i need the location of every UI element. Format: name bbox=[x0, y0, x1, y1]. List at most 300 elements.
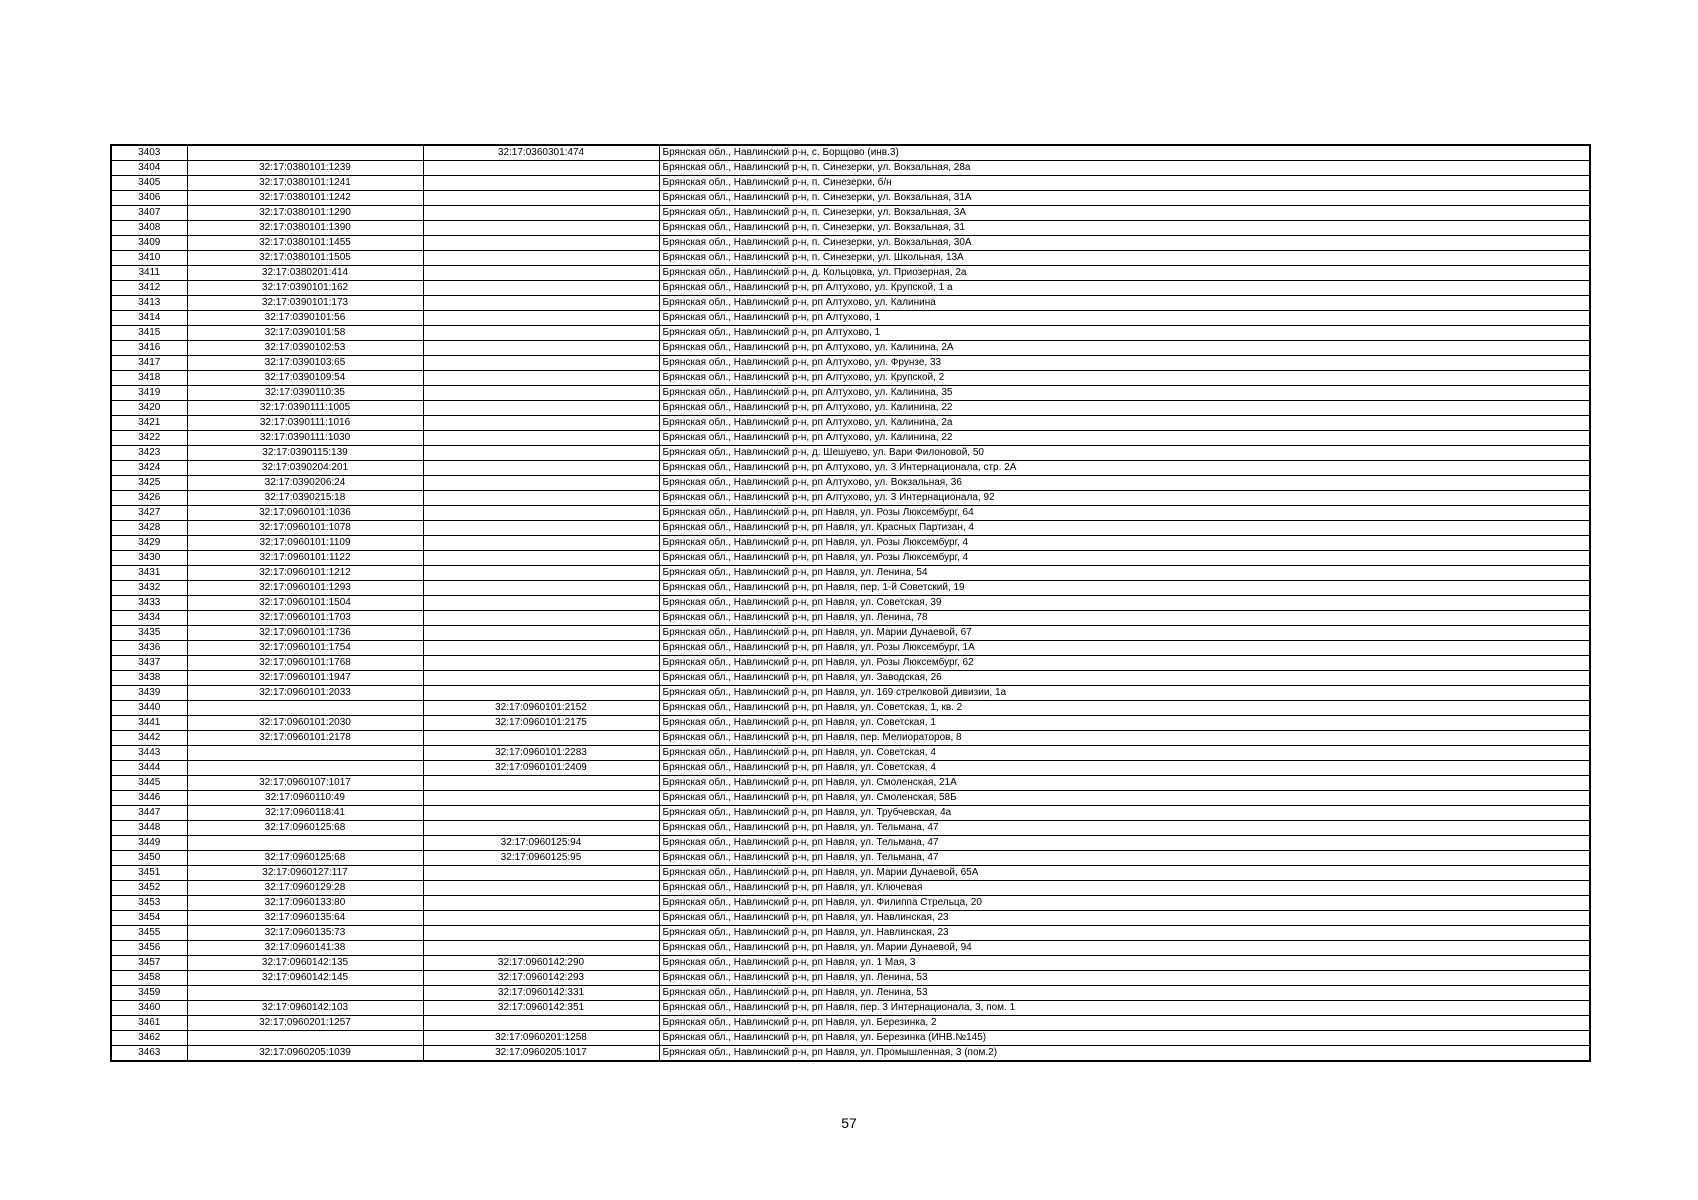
row-number-cell: 3414 bbox=[111, 311, 187, 326]
object-cadastral-number-cell bbox=[423, 461, 659, 476]
row-number-cell: 3410 bbox=[111, 251, 187, 266]
table-row bbox=[111, 596, 1590, 611]
address-cell: Брянская обл., Навлинский р-н, рп Навля, ул. Ленина, 78 bbox=[659, 611, 1590, 626]
object-cadastral-number-cell bbox=[423, 176, 659, 191]
object-cadastral-number-cell: 32:17:0360301:474 bbox=[423, 145, 659, 161]
row-number-cell: 3432 bbox=[111, 581, 187, 596]
table-row bbox=[111, 1031, 1590, 1046]
address-cell: Брянская обл., Навлинский р-н, рп Алтухово, ул. Калинина bbox=[659, 296, 1590, 311]
object-cadastral-number-cell bbox=[423, 896, 659, 911]
object-cadastral-number-cell bbox=[423, 266, 659, 281]
table-row bbox=[111, 145, 1590, 161]
row-number-cell: 3445 bbox=[111, 776, 187, 791]
land-cadastral-number-cell bbox=[187, 986, 423, 1001]
table-row bbox=[111, 776, 1590, 791]
object-cadastral-number-cell bbox=[423, 401, 659, 416]
object-cadastral-number-cell bbox=[423, 641, 659, 656]
address-cell: Брянская обл., Навлинский р-н, рп Навля, ул. Советская, 4 bbox=[659, 746, 1590, 761]
address-cell: Брянская обл., Навлинский р-н, д. Кольцовка, ул. Приозерная, 2а bbox=[659, 266, 1590, 281]
table-row bbox=[111, 326, 1590, 341]
object-cadastral-number-cell bbox=[423, 191, 659, 206]
row-number-cell: 3420 bbox=[111, 401, 187, 416]
table-row bbox=[111, 656, 1590, 671]
address-cell: Брянская обл., Навлинский р-н, рп Навля, ул. Советская, 39 bbox=[659, 596, 1590, 611]
address-cell: Брянская обл., Навлинский р-н, рп Навля, ул. Тельмана, 47 bbox=[659, 821, 1590, 836]
row-number-cell: 3413 bbox=[111, 296, 187, 311]
land-cadastral-number-cell: 32:17:0380101:1239 bbox=[187, 161, 423, 176]
row-number-cell: 3431 bbox=[111, 566, 187, 581]
table-row bbox=[111, 251, 1590, 266]
address-cell: Брянская обл., Навлинский р-н, рп Алтухово, ул. Калинина, 35 bbox=[659, 386, 1590, 401]
row-number-cell: 3404 bbox=[111, 161, 187, 176]
address-cell: Брянская обл., Навлинский р-н, рп Навля, ул. Розы Люксембург, 4 bbox=[659, 536, 1590, 551]
land-cadastral-number-cell: 32:17:0960142:103 bbox=[187, 1001, 423, 1016]
row-number-cell: 3441 bbox=[111, 716, 187, 731]
land-cadastral-number-cell: 32:17:0960101:1768 bbox=[187, 656, 423, 671]
address-cell: Брянская обл., Навлинский р-н, п. Синезерки, ул. Вокзальная, 3А bbox=[659, 206, 1590, 221]
land-cadastral-number-cell bbox=[187, 145, 423, 161]
address-cell: Брянская обл., Навлинский р-н, рп Навля, ул. Розы Люксембург, 62 bbox=[659, 656, 1590, 671]
land-cadastral-number-cell: 32:17:0390110:35 bbox=[187, 386, 423, 401]
address-cell: Брянская обл., Навлинский р-н, рп Навля, ул. Березинка (ИНВ.№145) bbox=[659, 1031, 1590, 1046]
land-cadastral-number-cell: 32:17:0960101:1122 bbox=[187, 551, 423, 566]
row-number-cell: 3418 bbox=[111, 371, 187, 386]
object-cadastral-number-cell bbox=[423, 236, 659, 251]
land-cadastral-number-cell: 32:17:0380101:1505 bbox=[187, 251, 423, 266]
land-cadastral-number-cell: 32:17:0380101:1455 bbox=[187, 236, 423, 251]
table-row bbox=[111, 536, 1590, 551]
table-row bbox=[111, 701, 1590, 716]
table-row bbox=[111, 236, 1590, 251]
address-cell: Брянская обл., Навлинский р-н, рп Навля, пер. 3 Интернационала, 3, пом. 1 bbox=[659, 1001, 1590, 1016]
land-cadastral-number-cell: 32:17:0960101:1036 bbox=[187, 506, 423, 521]
land-cadastral-number-cell: 32:17:0960101:1212 bbox=[187, 566, 423, 581]
object-cadastral-number-cell bbox=[423, 491, 659, 506]
table-row bbox=[111, 491, 1590, 506]
address-cell: Брянская обл., Навлинский р-н, рп Навля, пер. Мелиораторов, 8 bbox=[659, 731, 1590, 746]
table-row bbox=[111, 926, 1590, 941]
table-row bbox=[111, 416, 1590, 431]
address-cell: Брянская обл., Навлинский р-н, п. Синезерки, ул. Вокзальная, 28а bbox=[659, 161, 1590, 176]
address-cell: Брянская обл., Навлинский р-н, рп Навля, ул. Марии Дунаевой, 67 bbox=[659, 626, 1590, 641]
object-cadastral-number-cell bbox=[423, 686, 659, 701]
row-number-cell: 3446 bbox=[111, 791, 187, 806]
land-cadastral-number-cell: 32:17:0960101:1754 bbox=[187, 641, 423, 656]
address-cell: Брянская обл., Навлинский р-н, рп Алтухово, ул. Вокзальная, 36 bbox=[659, 476, 1590, 491]
row-number-cell: 3443 bbox=[111, 746, 187, 761]
address-cell: Брянская обл., Навлинский р-н, рп Навля, ул. Розы Люксембург, 4 bbox=[659, 551, 1590, 566]
address-cell: Брянская обл., Навлинский р-н, рп Навля, ул. 1 Мая, 3 bbox=[659, 956, 1590, 971]
object-cadastral-number-cell bbox=[423, 416, 659, 431]
object-cadastral-number-cell bbox=[423, 281, 659, 296]
object-cadastral-number-cell: 32:17:0960101:2152 bbox=[423, 701, 659, 716]
table-row bbox=[111, 671, 1590, 686]
table-row bbox=[111, 911, 1590, 926]
address-cell: Брянская обл., Навлинский р-н, п. Синезерки, ул. Вокзальная, 31 bbox=[659, 221, 1590, 236]
table-row bbox=[111, 986, 1590, 1001]
object-cadastral-number-cell bbox=[423, 941, 659, 956]
address-cell: Брянская обл., Навлинский р-н, рп Навля, ул. Марии Дунаевой, 65А bbox=[659, 866, 1590, 881]
row-number-cell: 3409 bbox=[111, 236, 187, 251]
row-number-cell: 3412 bbox=[111, 281, 187, 296]
table-row bbox=[111, 731, 1590, 746]
row-number-cell: 3452 bbox=[111, 881, 187, 896]
object-cadastral-number-cell bbox=[423, 626, 659, 641]
object-cadastral-number-cell: 32:17:0960205:1017 bbox=[423, 1046, 659, 1062]
table-row bbox=[111, 521, 1590, 536]
land-cadastral-number-cell: 32:17:0390206:24 bbox=[187, 476, 423, 491]
address-cell: Брянская обл., Навлинский р-н, рп Алтухово, ул. 3 Интернационала, 92 bbox=[659, 491, 1590, 506]
table-row bbox=[111, 311, 1590, 326]
address-cell: Брянская обл., Навлинский р-н, рп Алтухово, ул. Крупской, 2 bbox=[659, 371, 1590, 386]
object-cadastral-number-cell bbox=[423, 806, 659, 821]
land-cadastral-number-cell: 32:17:0390103:65 bbox=[187, 356, 423, 371]
object-cadastral-number-cell: 32:17:0960142:290 bbox=[423, 956, 659, 971]
address-cell: Брянская обл., Навлинский р-н, рп Навля, ул. Советская, 1, кв. 2 bbox=[659, 701, 1590, 716]
row-number-cell: 3442 bbox=[111, 731, 187, 746]
object-cadastral-number-cell bbox=[423, 446, 659, 461]
object-cadastral-number-cell bbox=[423, 821, 659, 836]
row-number-cell: 3424 bbox=[111, 461, 187, 476]
land-cadastral-number-cell: 32:17:0960141:38 bbox=[187, 941, 423, 956]
land-cadastral-number-cell: 32:17:0390215:18 bbox=[187, 491, 423, 506]
object-cadastral-number-cell bbox=[423, 521, 659, 536]
address-cell: Брянская обл., Навлинский р-н, рп Навля, ул. Розы Люксембург, 1А bbox=[659, 641, 1590, 656]
land-cadastral-number-cell: 32:17:0960142:135 bbox=[187, 956, 423, 971]
object-cadastral-number-cell bbox=[423, 581, 659, 596]
object-cadastral-number-cell: 32:17:0960125:95 bbox=[423, 851, 659, 866]
table-row bbox=[111, 941, 1590, 956]
object-cadastral-number-cell bbox=[423, 536, 659, 551]
table-row bbox=[111, 971, 1590, 986]
table-row bbox=[111, 281, 1590, 296]
object-cadastral-number-cell bbox=[423, 371, 659, 386]
table-row bbox=[111, 566, 1590, 581]
table-row bbox=[111, 551, 1590, 566]
table-row bbox=[111, 686, 1590, 701]
object-cadastral-number-cell bbox=[423, 881, 659, 896]
object-cadastral-number-cell bbox=[423, 926, 659, 941]
land-cadastral-number-cell: 32:17:0380101:1390 bbox=[187, 221, 423, 236]
row-number-cell: 3462 bbox=[111, 1031, 187, 1046]
land-cadastral-number-cell: 32:17:0960101:1109 bbox=[187, 536, 423, 551]
address-cell: Брянская обл., Навлинский р-н, рп Навля, ул. Заводская, 26 bbox=[659, 671, 1590, 686]
address-cell: Брянская обл., Навлинский р-н, рп Навля, ул. Ленина, 53 bbox=[659, 986, 1590, 1001]
address-cell: Брянская обл., Навлинский р-н, рп Навля, ул. Советская, 1 bbox=[659, 716, 1590, 731]
object-cadastral-number-cell bbox=[423, 776, 659, 791]
row-number-cell: 3411 bbox=[111, 266, 187, 281]
object-cadastral-number-cell bbox=[423, 866, 659, 881]
land-cadastral-number-cell bbox=[187, 1031, 423, 1046]
table-row bbox=[111, 806, 1590, 821]
table-row bbox=[111, 866, 1590, 881]
land-cadastral-number-cell: 32:17:0380201:414 bbox=[187, 266, 423, 281]
row-number-cell: 3419 bbox=[111, 386, 187, 401]
land-cadastral-number-cell: 32:17:0390109:54 bbox=[187, 371, 423, 386]
row-number-cell: 3423 bbox=[111, 446, 187, 461]
object-cadastral-number-cell bbox=[423, 791, 659, 806]
address-cell: Брянская обл., Навлинский р-н, п. Синезерки, ул. Вокзальная, 30А bbox=[659, 236, 1590, 251]
row-number-cell: 3415 bbox=[111, 326, 187, 341]
object-cadastral-number-cell: 32:17:0960101:2175 bbox=[423, 716, 659, 731]
row-number-cell: 3429 bbox=[111, 536, 187, 551]
address-cell: Брянская обл., Навлинский р-н, рп Алтухово, 1 bbox=[659, 326, 1590, 341]
land-cadastral-number-cell: 32:17:0960142:145 bbox=[187, 971, 423, 986]
row-number-cell: 3426 bbox=[111, 491, 187, 506]
row-number-cell: 3450 bbox=[111, 851, 187, 866]
table-row bbox=[111, 791, 1590, 806]
table-row bbox=[111, 716, 1590, 731]
object-cadastral-number-cell: 32:17:0960142:331 bbox=[423, 986, 659, 1001]
object-cadastral-number-cell bbox=[423, 221, 659, 236]
address-cell: Брянская обл., Навлинский р-н, рп Навля, ул. Смоленская, 21А bbox=[659, 776, 1590, 791]
address-cell: Брянская обл., Навлинский р-н, рп Навля, ул. Красных Партизан, 4 bbox=[659, 521, 1590, 536]
address-cell: Брянская обл., Навлинский р-н, рп Навля, ул. Ленина, 53 bbox=[659, 971, 1590, 986]
land-cadastral-number-cell: 32:17:0960107:1017 bbox=[187, 776, 423, 791]
land-cadastral-number-cell: 32:17:0960101:1078 bbox=[187, 521, 423, 536]
row-number-cell: 3427 bbox=[111, 506, 187, 521]
address-cell: Брянская обл., Навлинский р-н, рп Навля, ул. 169 стрелковой дивизии, 1а bbox=[659, 686, 1590, 701]
land-cadastral-number-cell: 32:17:0960135:64 bbox=[187, 911, 423, 926]
row-number-cell: 3433 bbox=[111, 596, 187, 611]
object-cadastral-number-cell: 32:17:0960142:293 bbox=[423, 971, 659, 986]
land-cadastral-number-cell: 32:17:0380101:1290 bbox=[187, 206, 423, 221]
address-cell: Брянская обл., Навлинский р-н, рп Навля, ул. Филиппа Стрельца, 20 bbox=[659, 896, 1590, 911]
object-cadastral-number-cell bbox=[423, 611, 659, 626]
table-row bbox=[111, 206, 1590, 221]
address-cell: Брянская обл., Навлинский р-н, рп Навля, пер. 1-й Советский, 19 bbox=[659, 581, 1590, 596]
row-number-cell: 3405 bbox=[111, 176, 187, 191]
object-cadastral-number-cell bbox=[423, 206, 659, 221]
row-number-cell: 3444 bbox=[111, 761, 187, 776]
object-cadastral-number-cell bbox=[423, 431, 659, 446]
land-cadastral-number-cell: 32:17:0390101:162 bbox=[187, 281, 423, 296]
land-cadastral-number-cell: 32:17:0960101:2030 bbox=[187, 716, 423, 731]
land-cadastral-number-cell bbox=[187, 701, 423, 716]
table-row bbox=[111, 356, 1590, 371]
land-cadastral-number-cell: 32:17:0390101:173 bbox=[187, 296, 423, 311]
object-cadastral-number-cell bbox=[423, 326, 659, 341]
address-cell: Брянская обл., Навлинский р-н, п. Синезерки, ул. Школьная, 13А bbox=[659, 251, 1590, 266]
object-cadastral-number-cell: 32:17:0960125:94 bbox=[423, 836, 659, 851]
land-cadastral-number-cell: 32:17:0960101:1947 bbox=[187, 671, 423, 686]
land-cadastral-number-cell bbox=[187, 836, 423, 851]
land-cadastral-number-cell: 32:17:0960125:68 bbox=[187, 821, 423, 836]
table-row bbox=[111, 191, 1590, 206]
object-cadastral-number-cell bbox=[423, 1016, 659, 1031]
land-cadastral-number-cell: 32:17:0380101:1242 bbox=[187, 191, 423, 206]
table-row bbox=[111, 386, 1590, 401]
table-row bbox=[111, 1001, 1590, 1016]
address-cell: Брянская обл., Навлинский р-н, рп Алтухово, ул. Калинина, 22 bbox=[659, 431, 1590, 446]
row-number-cell: 3428 bbox=[111, 521, 187, 536]
row-number-cell: 3463 bbox=[111, 1046, 187, 1062]
row-number-cell: 3408 bbox=[111, 221, 187, 236]
land-cadastral-number-cell: 32:17:0960101:2033 bbox=[187, 686, 423, 701]
property-registry-table bbox=[110, 144, 1591, 1062]
row-number-cell: 3407 bbox=[111, 206, 187, 221]
row-number-cell: 3458 bbox=[111, 971, 187, 986]
address-cell: Брянская обл., Навлинский р-н, рп Навля, ул. Смоленская, 58Б bbox=[659, 791, 1590, 806]
row-number-cell: 3453 bbox=[111, 896, 187, 911]
registry-table-body bbox=[111, 145, 1590, 1061]
row-number-cell: 3439 bbox=[111, 686, 187, 701]
land-cadastral-number-cell: 32:17:0960101:1736 bbox=[187, 626, 423, 641]
address-cell: Брянская обл., Навлинский р-н, п. Синезерки, б/н bbox=[659, 176, 1590, 191]
row-number-cell: 3440 bbox=[111, 701, 187, 716]
land-cadastral-number-cell: 32:17:0960135:73 bbox=[187, 926, 423, 941]
table-row bbox=[111, 956, 1590, 971]
object-cadastral-number-cell bbox=[423, 731, 659, 746]
row-number-cell: 3447 bbox=[111, 806, 187, 821]
object-cadastral-number-cell: 32:17:0960101:2283 bbox=[423, 746, 659, 761]
object-cadastral-number-cell bbox=[423, 551, 659, 566]
object-cadastral-number-cell: 32:17:0960101:2409 bbox=[423, 761, 659, 776]
row-number-cell: 3459 bbox=[111, 986, 187, 1001]
row-number-cell: 3437 bbox=[111, 656, 187, 671]
object-cadastral-number-cell bbox=[423, 251, 659, 266]
land-cadastral-number-cell: 32:17:0390101:58 bbox=[187, 326, 423, 341]
row-number-cell: 3451 bbox=[111, 866, 187, 881]
address-cell: Брянская обл., Навлинский р-н, рп Алтухово, ул. Калинина, 22 bbox=[659, 401, 1590, 416]
row-number-cell: 3454 bbox=[111, 911, 187, 926]
address-cell: Брянская обл., Навлинский р-н, рп Навля, ул. Березинка, 2 bbox=[659, 1016, 1590, 1031]
row-number-cell: 3430 bbox=[111, 551, 187, 566]
table-row bbox=[111, 266, 1590, 281]
land-cadastral-number-cell: 32:17:0390115:139 bbox=[187, 446, 423, 461]
row-number-cell: 3421 bbox=[111, 416, 187, 431]
land-cadastral-number-cell: 32:17:0960101:2178 bbox=[187, 731, 423, 746]
row-number-cell: 3406 bbox=[111, 191, 187, 206]
land-cadastral-number-cell: 32:17:0960101:1293 bbox=[187, 581, 423, 596]
table-row bbox=[111, 296, 1590, 311]
row-number-cell: 3455 bbox=[111, 926, 187, 941]
land-cadastral-number-cell: 32:17:0960125:68 bbox=[187, 851, 423, 866]
table-row bbox=[111, 611, 1590, 626]
table-row bbox=[111, 761, 1590, 776]
row-number-cell: 3456 bbox=[111, 941, 187, 956]
address-cell: Брянская обл., Навлинский р-н, рп Навля, ул. Трубчевская, 4а bbox=[659, 806, 1590, 821]
object-cadastral-number-cell bbox=[423, 671, 659, 686]
land-cadastral-number-cell: 32:17:0960101:1703 bbox=[187, 611, 423, 626]
table-row bbox=[111, 881, 1590, 896]
row-number-cell: 3449 bbox=[111, 836, 187, 851]
table-row bbox=[111, 401, 1590, 416]
table-row bbox=[111, 626, 1590, 641]
address-cell: Брянская обл., Навлинский р-н, рп Алтухово, ул. Фрунзе, 33 bbox=[659, 356, 1590, 371]
table-row bbox=[111, 1046, 1590, 1062]
land-cadastral-number-cell: 32:17:0390111:1005 bbox=[187, 401, 423, 416]
address-cell: Брянская обл., Навлинский р-н, рп Навля, ул. Марии Дунаевой, 94 bbox=[659, 941, 1590, 956]
object-cadastral-number-cell bbox=[423, 476, 659, 491]
table-row bbox=[111, 221, 1590, 236]
address-cell: Брянская обл., Навлинский р-н, рп Навля, ул. Ленина, 54 bbox=[659, 566, 1590, 581]
land-cadastral-number-cell: 32:17:0960201:1257 bbox=[187, 1016, 423, 1031]
row-number-cell: 3417 bbox=[111, 356, 187, 371]
address-cell: Брянская обл., Навлинский р-н, рп Навля, ул. Навлинская, 23 bbox=[659, 926, 1590, 941]
object-cadastral-number-cell bbox=[423, 566, 659, 581]
object-cadastral-number-cell bbox=[423, 356, 659, 371]
land-cadastral-number-cell: 32:17:0390102:53 bbox=[187, 341, 423, 356]
land-cadastral-number-cell: 32:17:0960118:41 bbox=[187, 806, 423, 821]
row-number-cell: 3422 bbox=[111, 431, 187, 446]
address-cell: Брянская обл., Навлинский р-н, рп Навля, ул. Ключевая bbox=[659, 881, 1590, 896]
row-number-cell: 3435 bbox=[111, 626, 187, 641]
row-number-cell: 3461 bbox=[111, 1016, 187, 1031]
address-cell: Брянская обл., Навлинский р-н, рп Алтухово, ул. Калинина, 2А bbox=[659, 341, 1590, 356]
address-cell: Брянская обл., Навлинский р-н, рп Навля, ул. Розы Люксембург, 64 bbox=[659, 506, 1590, 521]
table-row bbox=[111, 821, 1590, 836]
land-cadastral-number-cell: 32:17:0960133:80 bbox=[187, 896, 423, 911]
object-cadastral-number-cell bbox=[423, 296, 659, 311]
page-number: 57 bbox=[841, 1115, 857, 1131]
address-cell: Брянская обл., Навлинский р-н, рп Навля, ул. Промышленная, 3 (пом.2) bbox=[659, 1046, 1590, 1062]
table-row bbox=[111, 851, 1590, 866]
object-cadastral-number-cell bbox=[423, 506, 659, 521]
object-cadastral-number-cell bbox=[423, 911, 659, 926]
address-cell: Брянская обл., Навлинский р-н, д. Шешуево, ул. Вари Филоновой, 50 bbox=[659, 446, 1590, 461]
object-cadastral-number-cell bbox=[423, 386, 659, 401]
object-cadastral-number-cell: 32:17:0960201:1258 bbox=[423, 1031, 659, 1046]
address-cell: Брянская обл., Навлинский р-н, рп Алтухово, ул. Крупской, 1 а bbox=[659, 281, 1590, 296]
address-cell: Брянская обл., Навлинский р-н, п. Синезерки, ул. Вокзальная, 31А bbox=[659, 191, 1590, 206]
land-cadastral-number-cell: 32:17:0960129:28 bbox=[187, 881, 423, 896]
row-number-cell: 3457 bbox=[111, 956, 187, 971]
land-cadastral-number-cell: 32:17:0960101:1504 bbox=[187, 596, 423, 611]
address-cell: Брянская обл., Навлинский р-н, с. Борщово (инв.3) bbox=[659, 145, 1590, 161]
land-cadastral-number-cell: 32:17:0960127:117 bbox=[187, 866, 423, 881]
land-cadastral-number-cell: 32:17:0390111:1016 bbox=[187, 416, 423, 431]
row-number-cell: 3403 bbox=[111, 145, 187, 161]
object-cadastral-number-cell: 32:17:0960142:351 bbox=[423, 1001, 659, 1016]
table-row bbox=[111, 641, 1590, 656]
row-number-cell: 3436 bbox=[111, 641, 187, 656]
table-row bbox=[111, 476, 1590, 491]
address-cell: Брянская обл., Навлинский р-н, рп Навля, ул. Навлинская, 23 bbox=[659, 911, 1590, 926]
land-cadastral-number-cell: 32:17:0390111:1030 bbox=[187, 431, 423, 446]
land-cadastral-number-cell bbox=[187, 746, 423, 761]
object-cadastral-number-cell bbox=[423, 341, 659, 356]
object-cadastral-number-cell bbox=[423, 596, 659, 611]
land-cadastral-number-cell: 32:17:0390204:201 bbox=[187, 461, 423, 476]
table-row bbox=[111, 581, 1590, 596]
table-row bbox=[111, 506, 1590, 521]
row-number-cell: 3460 bbox=[111, 1001, 187, 1016]
address-cell: Брянская обл., Навлинский р-н, рп Алтухово, 1 bbox=[659, 311, 1590, 326]
address-cell: Брянская обл., Навлинский р-н, рп Алтухово, ул. Калинина, 2а bbox=[659, 416, 1590, 431]
table-row bbox=[111, 461, 1590, 476]
table-row bbox=[111, 341, 1590, 356]
table-row bbox=[111, 176, 1590, 191]
land-cadastral-number-cell: 32:17:0960110:49 bbox=[187, 791, 423, 806]
table-row bbox=[111, 446, 1590, 461]
table-row bbox=[111, 161, 1590, 176]
address-cell: Брянская обл., Навлинский р-н, рп Навля, ул. Советская, 4 bbox=[659, 761, 1590, 776]
object-cadastral-number-cell bbox=[423, 161, 659, 176]
address-cell: Брянская обл., Навлинский р-н, рп Навля, ул. Тельмана, 47 bbox=[659, 851, 1590, 866]
object-cadastral-number-cell bbox=[423, 311, 659, 326]
address-cell: Брянская обл., Навлинский р-н, рп Навля, ул. Тельмана, 47 bbox=[659, 836, 1590, 851]
row-number-cell: 3434 bbox=[111, 611, 187, 626]
row-number-cell: 3448 bbox=[111, 821, 187, 836]
table-row bbox=[111, 1016, 1590, 1031]
land-cadastral-number-cell: 32:17:0380101:1241 bbox=[187, 176, 423, 191]
table-row bbox=[111, 371, 1590, 386]
table-row bbox=[111, 746, 1590, 761]
object-cadastral-number-cell bbox=[423, 656, 659, 671]
table-row bbox=[111, 896, 1590, 911]
row-number-cell: 3416 bbox=[111, 341, 187, 356]
